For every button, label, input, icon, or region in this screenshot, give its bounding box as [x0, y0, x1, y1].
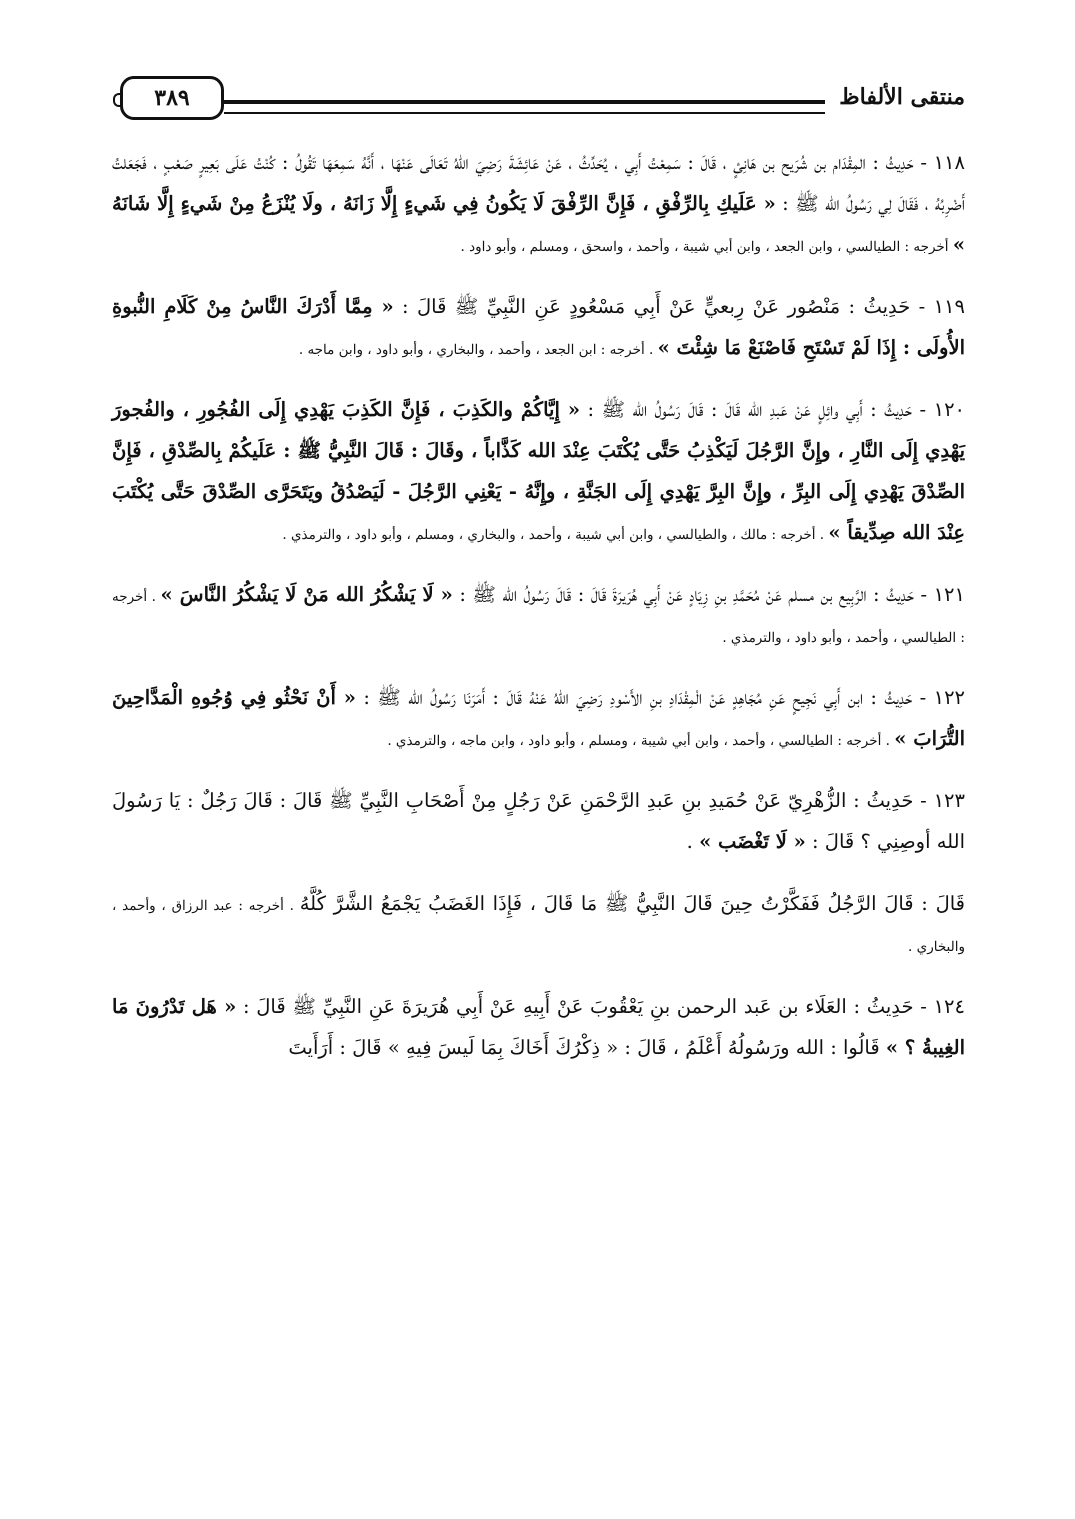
hadith-number: ١٢٠: [933, 398, 966, 421]
hadith-matn: « لَا تَغْضَب »: [699, 830, 806, 853]
hadith-takhrij: . أخرجه : عبد الرزاق ، وأحمد ، والبخاري .: [112, 898, 965, 955]
hadith-number: ١١٨: [933, 151, 965, 174]
hadith-121: [112, 574, 965, 659]
header-rule: [224, 100, 825, 114]
hadith-isnad: - حَدِيثُ : العَلَاء بن عَبد الرحمن بنِ يَعْقُوبَ عَنْ أَبِيهِ عَنْ أَبِي هُرَيرَةَ عَنِ النَّبِيِّ ﷺ قَالَ :: [236, 995, 934, 1018]
hadith-isnad: - حَدِيثُ : أَبِي وائِلٍ عَنْ عَبدِ الله قَالَ : قَالَ رَسُولُ الله ﷺ :: [580, 398, 934, 421]
page-header: [112, 68, 965, 130]
hadith-123-continuation: [112, 883, 965, 968]
hadith-isnad: - حَدِيثُ : ابن أَبِي نَجِيحٍ عَنِ مُجَاهِدٍ عَنْ الْمِقْدَادِ بنِ الأَسْودِ رَضِيَ اللهُ عَنْهُ قَالَ : أَمَرَنَا رَسُولُ الله ﷺ :: [356, 686, 934, 709]
hadith-number: ١٢٢: [933, 686, 966, 709]
hadith-matn: « لَا يَشْكُرُ الله مَنْ لَا يَشْكُرُ النَّاسَ »: [160, 583, 453, 606]
page-content: [112, 142, 965, 1089]
hadith-number: ١٢١: [933, 583, 965, 606]
hadith-isnad: - حَدِيثُ : مَنْصُور عَنْ رِبعيٍّ عَنْ أَبِي مَسْعُودٍ عَنِ النَّبِيِّ ﷺ قَالَ :: [393, 295, 934, 318]
hadith-takhrij: أخرجه : الطيالسي ، وابن الجعد ، وابن أبي شيبة ، وأحمد ، واسحق ، ومسلم ، وأبو داود .: [460, 239, 953, 255]
hadith-isnad: - حَدِيثُ : الزُّهْرِيّ عَنْ حُمَيدِ بنِ عَبدِ الرَّحْمَنِ عَنْ رَجُلٍ مِنْ أَصْحَابِ النَّبِيِّ ﷺ قَالَ : قَالَ رَجُلٌ : يَا رَسُولَ الله أوصِنِي ؟ قَالَ :: [112, 789, 965, 853]
hadith-matn: « هَل تَدْرُونَ مَا الغِيبةُ ؟ »: [112, 995, 965, 1059]
hadith-takhrij: . أخرجه : مالك ، والطيالسي ، وابن أبي شيبة ، وأحمد ، والبخاري ، ومسلم ، وأبو داود ، والترمذي .: [282, 527, 829, 543]
hadith-takhrij: . أخرجه : ابن الجعد ، وأحمد ، والبخاري ، وأبو داود ، وابن ماجه .: [298, 342, 658, 358]
hadith-takhrij: . أخرجه : الطيالسي ، وأحمد ، وابن أبي شيبة ، ومسلم ، وأبو داود ، وابن ماجه ، والترمذي .: [387, 733, 895, 749]
page-number: ٣٨٩: [154, 85, 190, 111]
hadith-118: [112, 142, 965, 268]
hadith-number: ١١٩: [933, 295, 965, 318]
hadith-isnad: - حَدِيثُ : المِقْدَام بن شُرَيح بن هَانِئٍ ، قَالَ : سَمِعْتُ أَبِي ، يُحَدِّثُ ، عَنْ عَائِشَةَ رَضِيَ اللهُ تَعَالَى عَنْهَا ، أَنَّهُ سَمِعَهَا تَقُولُ : كُنْتُ عَلَى بَعِيرٍ صَعْبٍ ، فَجَعَلتُ أَضْرِبُهُ ، فَقَالَ لِي رَسُولُ الله ﷺ :: [112, 151, 965, 215]
hadith-tail: قَالُوا : الله ورَسُولُهُ أَعْلَمُ ، قَالَ : « ذِكْرُكَ أَخَاكَ بِمَا لَيسَ فِيهِ » قَالَ : أَرَأَيتَ: [288, 1036, 886, 1059]
hadith-120: [112, 389, 965, 556]
hadith-122: [112, 677, 965, 762]
hadith-matn: « مِمَّا أَدْرَكَ النَّاسُ مِنْ كَلَامِ النُّبوةِ الأُولَى : إِذَا لَمْ تَسْتَحِ فَاصْنَعْ مَا شِئْتَ »: [112, 295, 965, 359]
hadith-matn: « إِيَّاكُمْ والكَذِبَ ، فَإِنَّ الكَذِبَ يَهْدِي إِلَى الفُجُورِ ، والفُجورَ يَهْدِي إِلَى النَّارِ ، وإِنَّ الرَّجُلَ لَيَكْذِبُ حَتَّى يُكْتَبَ عِنْدَ الله كَذَّاباً ، وقَالَ : قَالَ النَّبِيُّ ﷺ : عَلَيكُمْ بِالصِّدْقِ ، فَإِنَّ الصِّدْقَ يَهْدِي إِلَى البِرِّ ، وإِنَّ البِرَّ يَهْدِي إِلَى الجَنَّةِ ، وإِنَّهُ - يَعْنِي الرَّجُلَ - لَيَصْدُقُ ويَتَحَرَّى الصِّدْقَ حَتَّى يُكْتَبَ عِنْدَ الله صِدِّيقاً »: [112, 398, 965, 544]
hadith-takhrij: . أخرجه : الطيالسي ، وأحمد ، وأبو داود ، والترمذي .: [112, 589, 965, 646]
hadith-123: [112, 780, 965, 865]
page-number-frame: [120, 76, 224, 120]
hadith-isnad: قَالَ : قَالَ الرَّجُلُ فَفَكَّرْتُ حِينَ قَالَ النَّبِيُّ ﷺ مَا قَالَ ، فَإِذَا الغَضَبُ يَجْمَعُ الشَّرَّ كُلَّهُ: [299, 892, 965, 915]
hadith-tail: .: [686, 830, 700, 853]
hadith-124: [112, 986, 965, 1071]
book-title: منتقى الألفاظ: [839, 84, 965, 110]
hadith-matn: « عَلَيكِ بِالرِّفْقِ ، فَإِنَّ الرِّفْقَ لَا يَكُونُ فِي شَيءٍ إِلَّا زَانَهُ ، ولَا يُنْزَعُ مِنْ شَيءٍ إِلَّا شَانَهُ »: [112, 192, 965, 256]
hadith-number: ١٢٤: [933, 995, 965, 1018]
hadith-119: [112, 286, 965, 371]
hadith-number: ١٢٣: [933, 789, 965, 812]
hadith-isnad: - حَدِيثُ : الرَّبِيع بن مسلم عَنْ مُحَمَّدِ بنِ زِيَادٍ عَنْ أَبِي هُرَيرَةَ قَالَ : قَالَ رَسُولُ الله ﷺ :: [452, 583, 934, 606]
hadith-matn: « أَنْ نَحْثُو فِي وُجُوهِ الْمَدَّاحِينَ التُّرَابَ »: [112, 686, 965, 750]
